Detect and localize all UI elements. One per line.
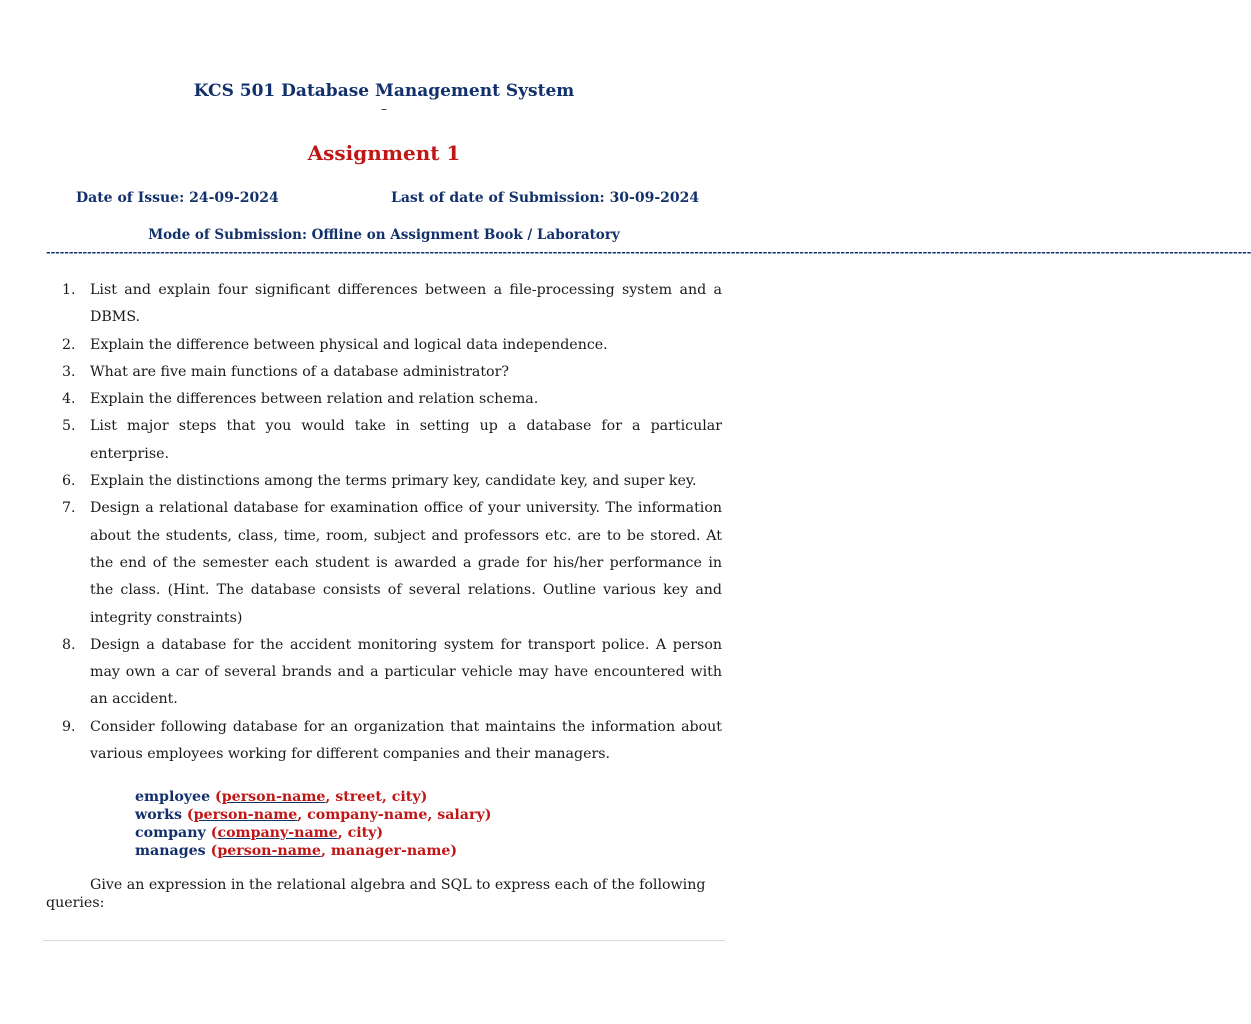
list-item [0,468,722,495]
list-item [0,277,722,332]
list-item [0,359,722,386]
primary-key: person-name [217,843,321,859]
list-item [0,386,722,413]
question-number: 7. [62,500,76,517]
question-number: 2. [62,336,76,353]
question-text: List major steps that you would take in setting up a database for a particular enterprise. [90,418,722,462]
question-text: Explain the difference between physical and logical data independence. [90,336,608,353]
schema-manages [135,842,491,860]
list-item [0,332,722,359]
question-number: 4. [62,391,76,408]
relation-schemas [135,788,491,860]
list-item [0,495,722,631]
schema-works [135,806,491,824]
list-item [0,714,722,769]
schema-company [135,824,491,842]
submission-mode: Mode of Submission: Offline on Assignment Book / Laboratory [148,227,620,243]
list-item [0,632,722,714]
schema-attributes: , manager-name) [320,843,458,859]
question-number: 3. [62,363,76,380]
question-number: 8. [62,636,76,653]
schema-attributes: , city) [337,825,384,841]
page-bottom-divider [43,940,725,941]
primary-key: person-name [221,789,326,805]
title-dash: – [381,102,387,116]
relation-name: employee [135,789,211,805]
assignment-title: Assignment 1 [307,141,461,165]
schema-open-paren: ( [181,807,194,823]
course-title: KCS 501 Database Management System [193,81,575,101]
question-text: Design a relational database for examination office of your university. The information about the students, class, time, room, subject and professors etc. are to be stored. At the end of the semester each student is awarded a grade for his/her performance in the class. (Hint. The database consists of several relations. Outline various key and integrity constraints) [90,500,722,626]
dashed-divider: ------------------------------------------------------------------------------------------------------------------------------------------------------------------------------------------------------------------------------------------------------------------------ [46,246,1251,259]
primary-key: person-name [193,807,298,823]
question-number: 5. [62,418,76,435]
schema-open-paren: ( [205,825,218,841]
closing-instruction: Give an expression in the relational algebra and SQL to express each of the following queries: [46,877,706,911]
schema-open-paren: ( [205,843,218,859]
schema-attributes: , street, city) [325,789,428,805]
question-text: List and explain four significant differences between a file-processing system and a DBMS. [90,282,722,326]
question-list [0,277,768,768]
schema-attributes: , company-name, salary) [297,807,492,823]
question-number: 6. [62,473,76,490]
question-number: 1. [62,282,76,298]
question-number: 9. [62,718,76,735]
list-item [0,413,722,468]
relation-name: manages [135,843,206,859]
issue-date: Date of Issue: 24-09-2024 [76,190,279,206]
relation-name: company [135,825,206,841]
relation-name: works [135,807,182,823]
question-text: Consider following database for an organization that maintains the information about various employees working for different companies and their managers. [90,718,722,763]
question-text: Design a database for the accident monitoring system for transport police. A person may own a car of several brands and a particular vehicle may have encountered with an accident. [90,636,722,708]
question-text: Explain the differences between relation and relation schema. [90,391,539,408]
schema-employee [135,788,491,806]
question-text: What are five main functions of a database administrator? [90,363,509,380]
schema-open-paren: ( [210,789,222,805]
question-text: Explain the distinctions among the terms primary key, candidate key, and super key. [90,473,697,490]
primary-key: company-name [217,825,338,841]
submission-date: Last of date of Submission: 30-09-2024 [391,190,700,206]
